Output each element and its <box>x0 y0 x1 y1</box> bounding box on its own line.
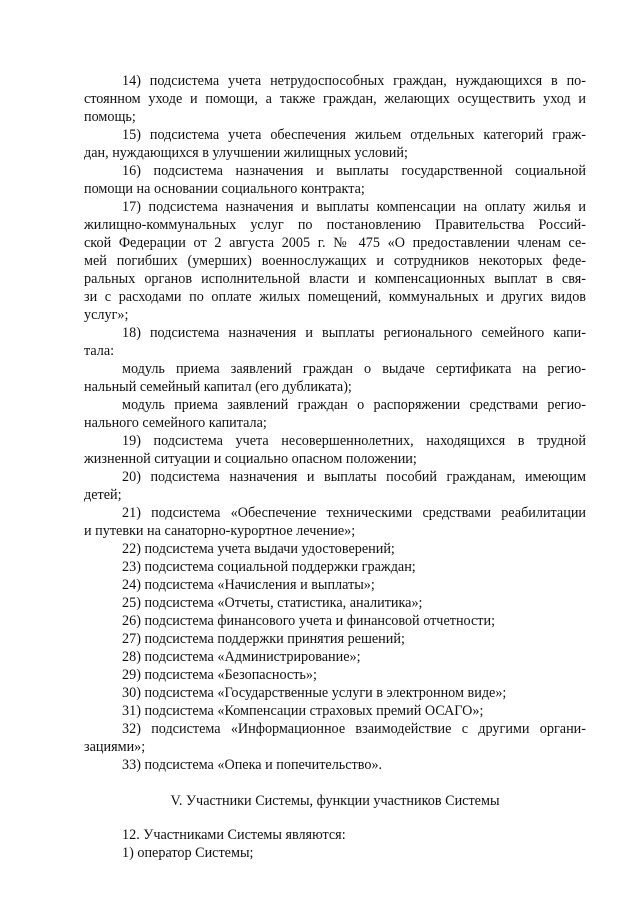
text-line: 15) подсистема учета обеспечения жильем отдельных категорий граж- <box>122 127 586 143</box>
text-line: тала: <box>84 343 115 359</box>
text-line: ральных органов исполнительной власти и компенсационных выплат в свя- <box>84 271 586 287</box>
text-line: зациями»; <box>84 739 146 755</box>
text-line: 21) подсистема «Обеспечение техническими средствами реабилитации <box>122 505 586 521</box>
text-line: 22) подсистема учета выдачи удостоверений; <box>122 541 395 557</box>
text-line: помощь; <box>84 109 136 125</box>
text-line: 31) подсистема «Компенсации страховых премий ОСАГО»; <box>122 703 484 719</box>
text-line: 33) подсистема «Опека и попечительство». <box>122 757 383 773</box>
text-line: 20) подсистема назначения и выплаты пособий гражданам, имеющим <box>122 469 586 485</box>
text-line: 29) подсистема «Безопасность»; <box>122 667 317 683</box>
text-line: мей погибших (умерших) военнослужащих и сотрудников некоторых феде- <box>84 253 586 269</box>
text-line: 18) подсистема назначения и выплаты регионального семейного капи- <box>122 325 586 341</box>
text-line: зи с расходами по оплате жилых помещений, коммунальных и других видов <box>84 289 586 305</box>
text-line: 24) подсистема «Начисления и выплаты»; <box>122 577 375 593</box>
text-line: 12. Участниками Системы являются: <box>122 827 346 843</box>
text-line: 32) подсистема «Информационное взаимодействие с другими органи- <box>122 721 586 737</box>
text-line: детей; <box>84 487 122 503</box>
text-line: 28) подсистема «Администрирование»; <box>122 649 361 665</box>
section-heading: V. Участники Системы, функции участников Системы <box>170 793 500 809</box>
text-line: нальный семейный капитал (его дубликата); <box>84 379 352 395</box>
text-line: модуль приема заявлений граждан о выдаче сертификата на регио- <box>122 361 586 377</box>
text-line: помощи на основании социального контракта; <box>84 181 365 197</box>
text-line: 16) подсистема назначения и выплаты государственной социальной <box>122 163 586 179</box>
text-line: 1) оператор Системы; <box>122 845 254 861</box>
text-line: 30) подсистема «Государственные услуги в электронном виде»; <box>122 685 507 701</box>
text-line: 23) подсистема социальной поддержки граждан; <box>122 559 416 575</box>
text-line: жилищно-коммунальных услуг по постановлению Правительства Россий- <box>84 217 586 233</box>
text-line: 14) подсистема учета нетрудоспособных граждан, нуждающихся в по- <box>122 73 586 89</box>
text-line: и путевки на санаторно-курортное лечение»; <box>84 523 356 539</box>
text-line: жизненной ситуации и социально опасном положении; <box>84 451 417 467</box>
text-line: нального семейного капитала; <box>84 415 267 431</box>
text-line: 17) подсистема назначения и выплаты компенсации на оплату жилья и <box>122 199 586 215</box>
text-line: 26) подсистема финансового учета и финансовой отчетности; <box>122 613 496 629</box>
text-line: модуль приема заявлений граждан о распоряжении средствами регио- <box>122 397 586 413</box>
text-line: 25) подсистема «Отчеты, статистика, аналитика»; <box>122 595 423 611</box>
text-line: стоянном уходе и помощи, а также граждан, желающих осуществить уход и <box>84 91 586 107</box>
text-line: дан, нуждающихся в улучшении жилищных условий; <box>84 145 408 161</box>
text-line: 27) подсистема поддержки принятия решений; <box>122 631 405 647</box>
text-line: 19) подсистема учета несовершеннолетних, находящихся в трудной <box>122 433 586 449</box>
text-line: услуг»; <box>84 307 129 323</box>
text-line: ской Федерации от 2 августа 2005 г. № 475 «О предоставлении членам се- <box>84 235 586 251</box>
